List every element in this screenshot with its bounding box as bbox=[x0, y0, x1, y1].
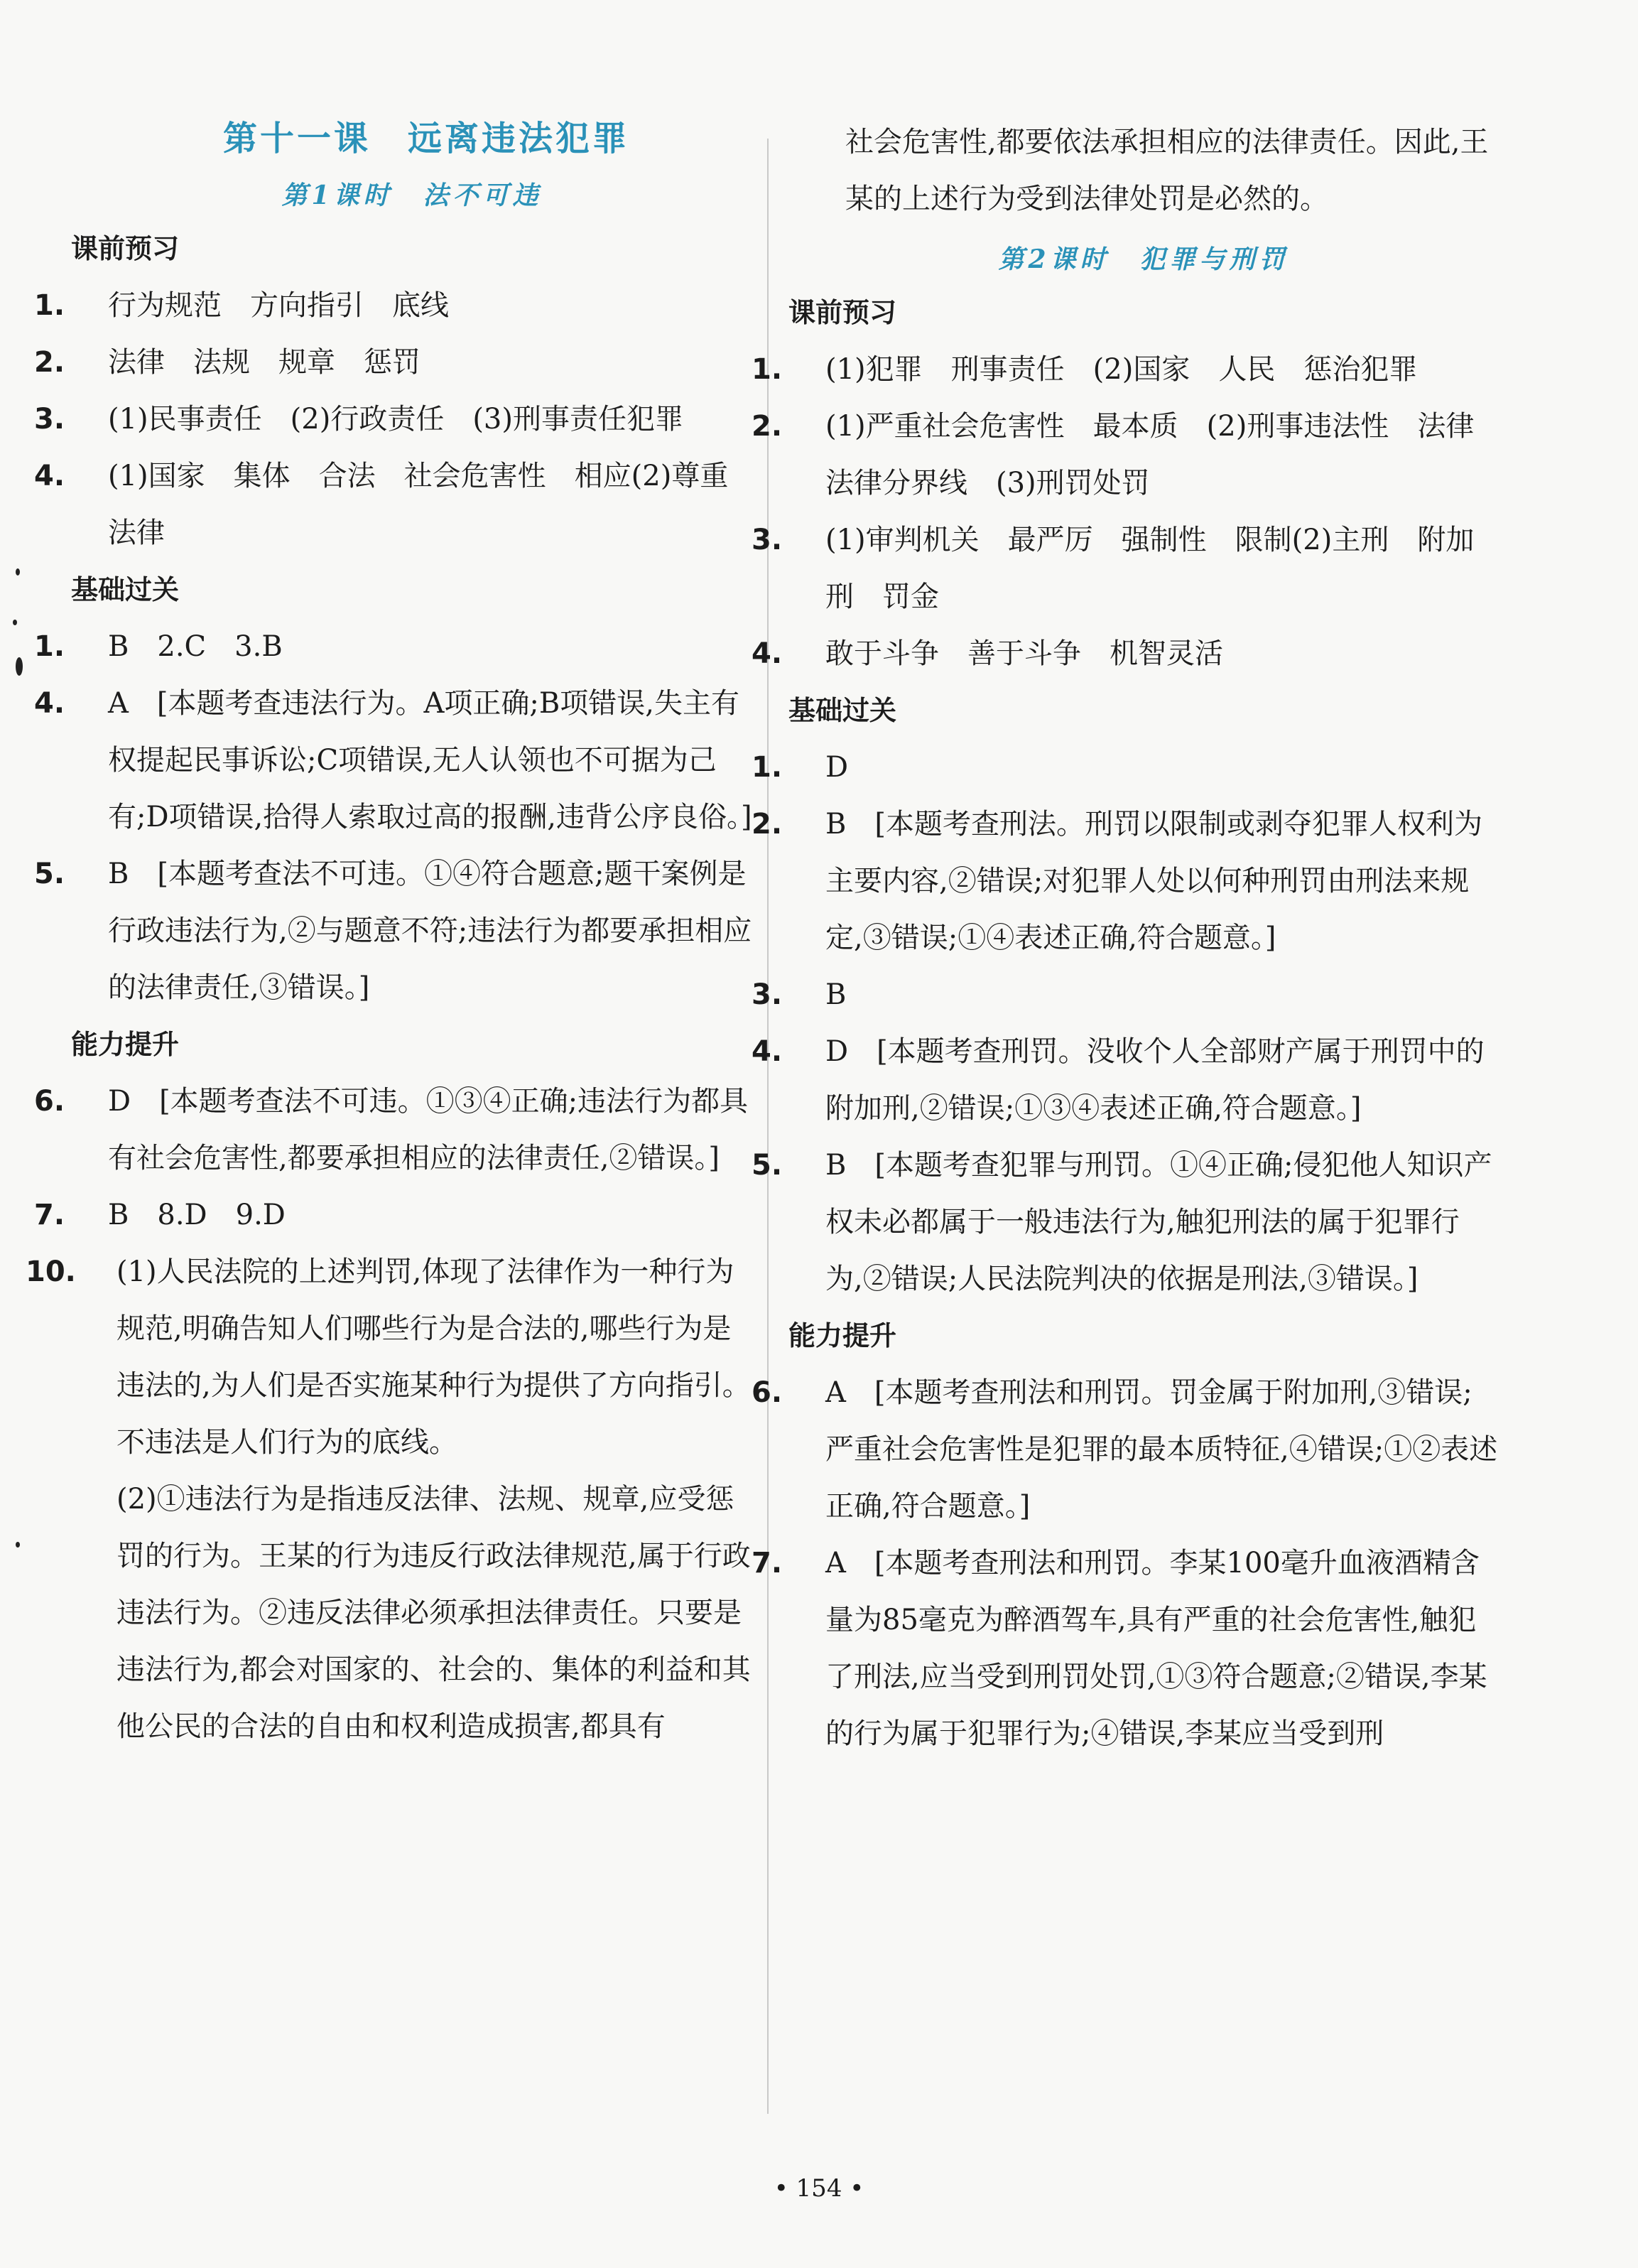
list-item: 1. B 2.C 3.B bbox=[34, 630, 283, 663]
section-title: 第1课时 法不可违 bbox=[281, 180, 543, 210]
left-column bbox=[26, 107, 753, 1755]
list-item: 7. B 8.D 9.D bbox=[34, 1199, 286, 1231]
list-item: 2. B [本题考查刑法。刑罚以限制或剥夺犯罪人权利为主要内容,②错误;对犯罪人处以何种刑罚由刑法来规定,③错误;①④表述正确,符合题意。] bbox=[752, 808, 1482, 954]
list-item: 3. (1)审判机关 最严厉 强制性 限制(2)主刑 附加刑 罚金 bbox=[752, 524, 1475, 613]
list-item: 7. A [本题考查刑法和刑罚。李某100毫升血液酒精含量为85毫克为醉酒驾车,具有严重的社会危害性,触犯了刑法,应当受到刑罚处罚,①③符合题意;②错误,李某的行为属于犯罪行为;④错误,李某应当受到刑 bbox=[752, 1547, 1487, 1750]
scan-speck bbox=[16, 1542, 20, 1548]
preview-heading: 课前预习 bbox=[788, 297, 897, 328]
list-item: 2. (1)严重社会危害性 最本质 (2)刑事违法性 法律 法律分界线 (3)刑罚处罚 bbox=[752, 410, 1503, 500]
list-item: 3. B bbox=[752, 978, 847, 1011]
right-column bbox=[752, 114, 1503, 1762]
list-item: 4. (1)国家 集体 合法 社会危害性 相应(2)尊重法律 bbox=[34, 460, 729, 549]
list-item: 1. 行为规范 方向指引 底线 bbox=[34, 289, 449, 322]
list-item: 4. A [本题考查违法行为。A项正确;B项错误,失主有权提起民事诉讼;C项错误,无人认领也不可据为己有;D项错误,拾得人索取过高的报酬,违背公序良俗。] bbox=[34, 687, 752, 833]
list-item: 5. B [本题考查犯罪与刑罚。①④正确;侵犯他人知识产权未必都属于一般违法行为,触犯刑法的属于犯罪行为,②错误;人民法院判决的依据是刑法,③错误。] bbox=[752, 1149, 1492, 1295]
ability-heading: 能力提升 bbox=[788, 1320, 897, 1351]
list-item: 4. D [本题考查刑罚。没收个人全部财产属于刑罚中的附加刑,②错误;①③④表述正确,符合题意。] bbox=[752, 1035, 1485, 1125]
section-title: 第2课时 犯罪与刑罚 bbox=[998, 244, 1289, 274]
scan-speck bbox=[16, 568, 20, 576]
basic-heading: 基础过关 bbox=[71, 574, 180, 605]
list-item: 2. 法律 法规 规章 惩罚 bbox=[34, 346, 421, 379]
list-item: 1. (1)犯罪 刑事责任 (2)国家 人民 惩治犯罪 bbox=[752, 353, 1418, 386]
list-item: 6. D [本题考查法不可违。①③④正确;违法行为都具有社会危害性,都要承担相应的法律责任,②错误。] bbox=[34, 1085, 749, 1174]
list-item: 4. 敢于斗争 善于斗争 机智灵活 bbox=[752, 637, 1223, 670]
page-number: • 154 • bbox=[774, 2174, 864, 2203]
ability-heading: 能力提升 bbox=[71, 1029, 180, 1060]
scan-speck bbox=[16, 657, 23, 676]
answer-paragraph: (2)①违法行为是指违反法律、法规、规章,应受惩罚的行为。王某的行为违反行政法律规范,属于行政违法行为。②违反法律必须承担法律责任。只要是违法行为,都会对国家的、社会的、集体的利益和其他公民的合法的自由和权利造成损害,都具有 bbox=[116, 1483, 751, 1743]
list-item: 10. (1)人民法院的上述判罚,体现了法律作为一种行为规范,明确告知人们哪些行为是合法的,哪些行为是违法的,为人们是否实施某种行为提供了方向指引。不违法是人们行为的底线。 bbox=[26, 1256, 751, 1459]
scan-speck bbox=[13, 620, 17, 625]
answer-paragraph: 社会危害性,都要依法承担相应的法律责任。因此,王某的上述行为受到法律处罚是必然的。 bbox=[845, 126, 1489, 215]
list-item: 3. (1)民事责任 (2)行政责任 (3)刑事责任犯罪 bbox=[34, 403, 683, 436]
list-item: 6. A [本题考查刑法和刑罚。罚金属于附加刑,③错误;严重社会危害性是犯罪的最本质特征,④错误;①②表述正确,符合题意。] bbox=[752, 1376, 1498, 1523]
list-item: 1. D bbox=[752, 751, 849, 784]
lesson-title: 第十一课 远离违法犯罪 bbox=[222, 119, 629, 158]
preview-heading: 课前预习 bbox=[71, 233, 180, 264]
list-item: 5. B [本题考查法不可违。①④符合题意;题干案例是行政违法行为,②与题意不符;违法行为都要承担相应的法律责任,③错误。] bbox=[34, 858, 752, 1004]
basic-heading: 基础过关 bbox=[788, 695, 897, 726]
